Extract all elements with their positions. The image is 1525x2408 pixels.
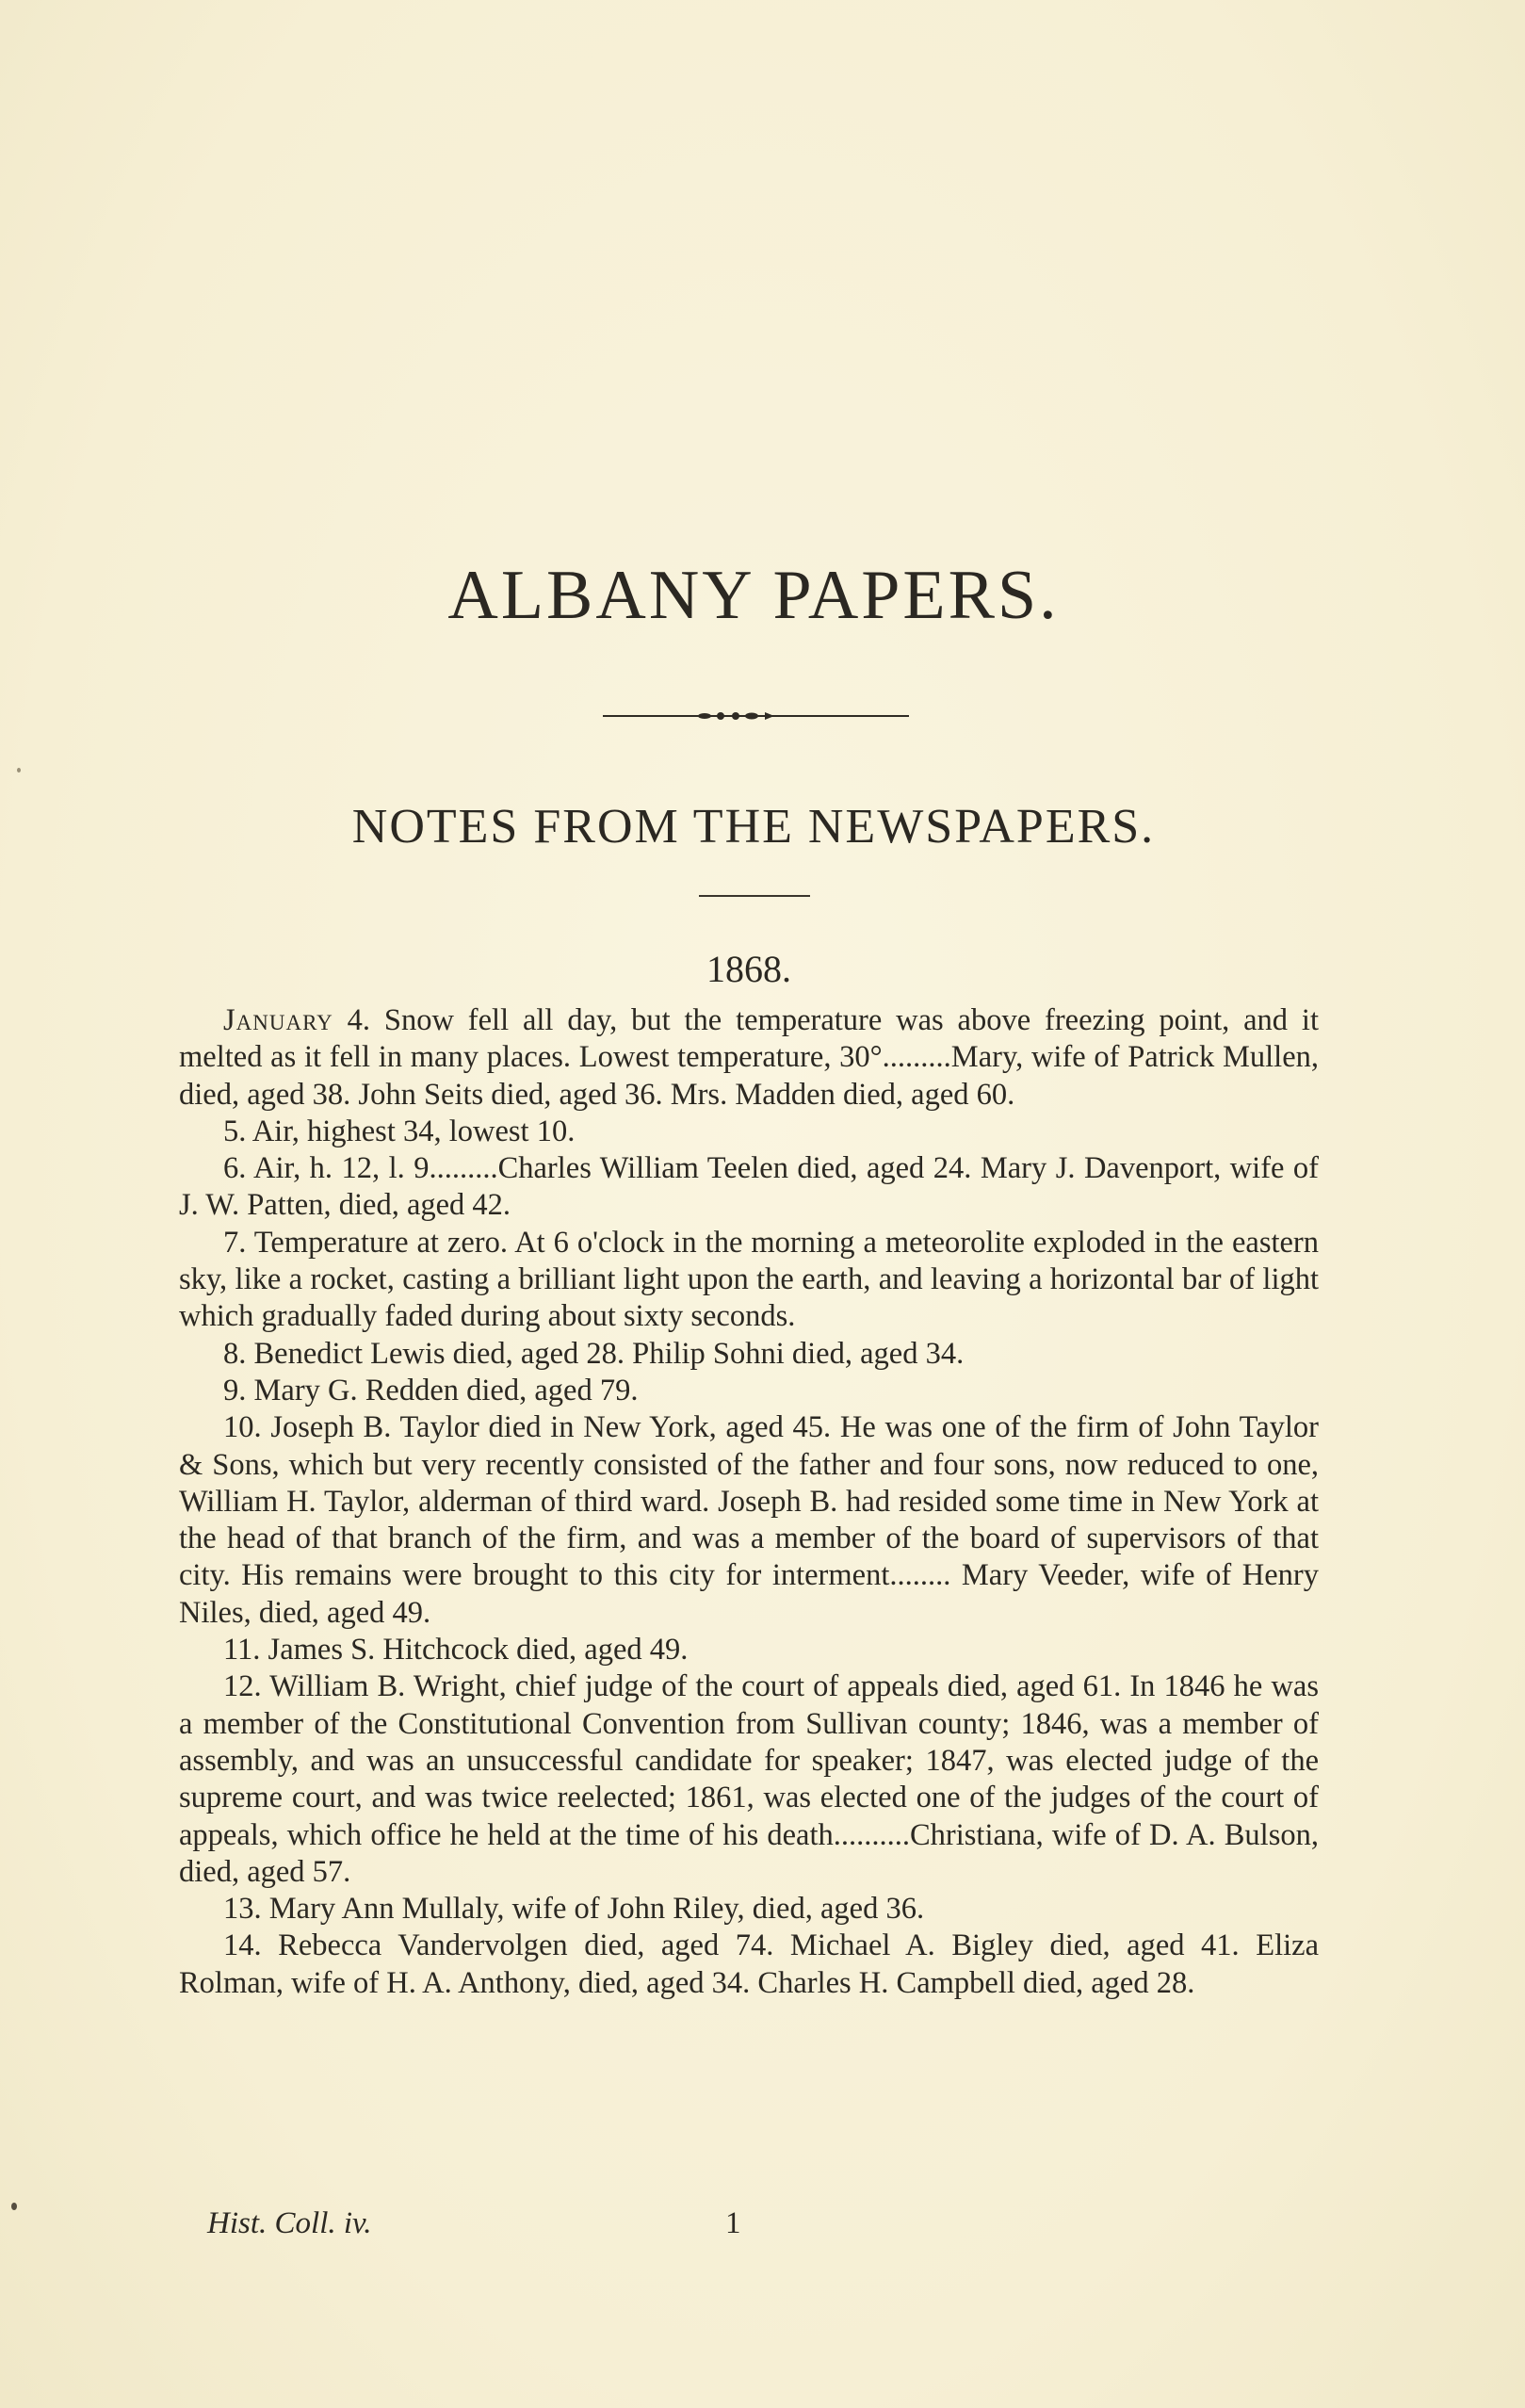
page-title: ALBANY PAPERS.	[447, 557, 1060, 634]
entry-text: 4. Snow fell all day, but the temperature was above freezing point, and it melted as it fell in many places. Lowest temperature, 30°.........Mary, wife of Patrick Mullen, died, aged 38. John Seits died, aged 36. Mrs. Madden died, aged 60.	[179, 1003, 1319, 1112]
entry-january-7: 7. Temperature at zero. At 6 o'clock in the morning a meteorolite exploded in the eastern sky, like a rocket, casting a brilliant light upon the earth, and leaving a horizontal bar of light which gradually faded during about sixty seconds.	[179, 1225, 1319, 1334]
paper-speck	[11, 2203, 17, 2210]
month-label: January	[223, 1003, 333, 1037]
signature-mark: Hist. Coll. iv.	[207, 2206, 372, 2240]
page-footer	[207, 2206, 1149, 2253]
entry-january-6: 6. Air, h. 12, l. 9.........Charles William Teelen died, aged 24. Mary J. Davenport, wife of J. W. Patten, died, aged 42.	[179, 1151, 1319, 1223]
year-heading: 1868.	[706, 948, 791, 990]
entry-january-14: 14. Rebecca Vandervolgen died, aged 74. Michael A. Bigley died, aged 41. Eliza Rolman, wife of H. A. Anthony, died, aged 34. Charles H. Campbell died, aged 28.	[179, 1928, 1319, 2000]
entry-january-8: 8. Benedict Lewis died, aged 28. Philip Sohni died, aged 34.	[223, 1336, 965, 1371]
ornament-rule	[603, 707, 909, 725]
entry-january-4	[179, 1002, 1319, 1114]
entry-january-5: 5. Air, highest 34, lowest 10.	[223, 1114, 576, 1148]
entry-january-12: 12. William B. Wright, chief judge of the court of appeals died, aged 61. In 1846 he was a member of the Constitutional Convention from Sullivan county; 1846, was a member of assembly, and was an unsuccessful candidate for speaker; 1847, was elected judge of the supreme court, and was twice reelected; 1861, was elected one of the judges of the court of appeals, which office he held at the time of his death..........Christiana, wife of D. A. Bulson, died, aged 57.	[179, 1669, 1319, 1889]
page-number: 1	[725, 2206, 741, 2240]
entry-january-11: 11. James S. Hitchcock died, aged 49.	[223, 1633, 689, 1668]
entry-january-9: 9. Mary G. Redden died, aged 79.	[223, 1373, 639, 1407]
section-subtitle: NOTES FROM THE NEWSPAPERS.	[351, 800, 1156, 854]
entry-january-10: 10. Joseph B. Taylor died in New York, aged 45. He was one of the firm of John Taylor & Sons, which but very recently consisted of the father and four sons, now reduced to one, William H. Taylor, alderman of third ward. Joseph B. had resided some time in New York at the head of that branch of the firm, and was a member of the board of supervisors of that city. His remains were brought to this city for interment........ Mary Veeder, wife of Henry Niles, died, aged 49.	[179, 1410, 1319, 1630]
notes-body	[179, 1002, 1319, 2002]
paper-speck	[17, 768, 21, 773]
divider-rule	[699, 895, 810, 897]
entry-january-13: 13. Mary Ann Mullaly, wife of John Riley, died, aged 36.	[223, 1892, 925, 1927]
